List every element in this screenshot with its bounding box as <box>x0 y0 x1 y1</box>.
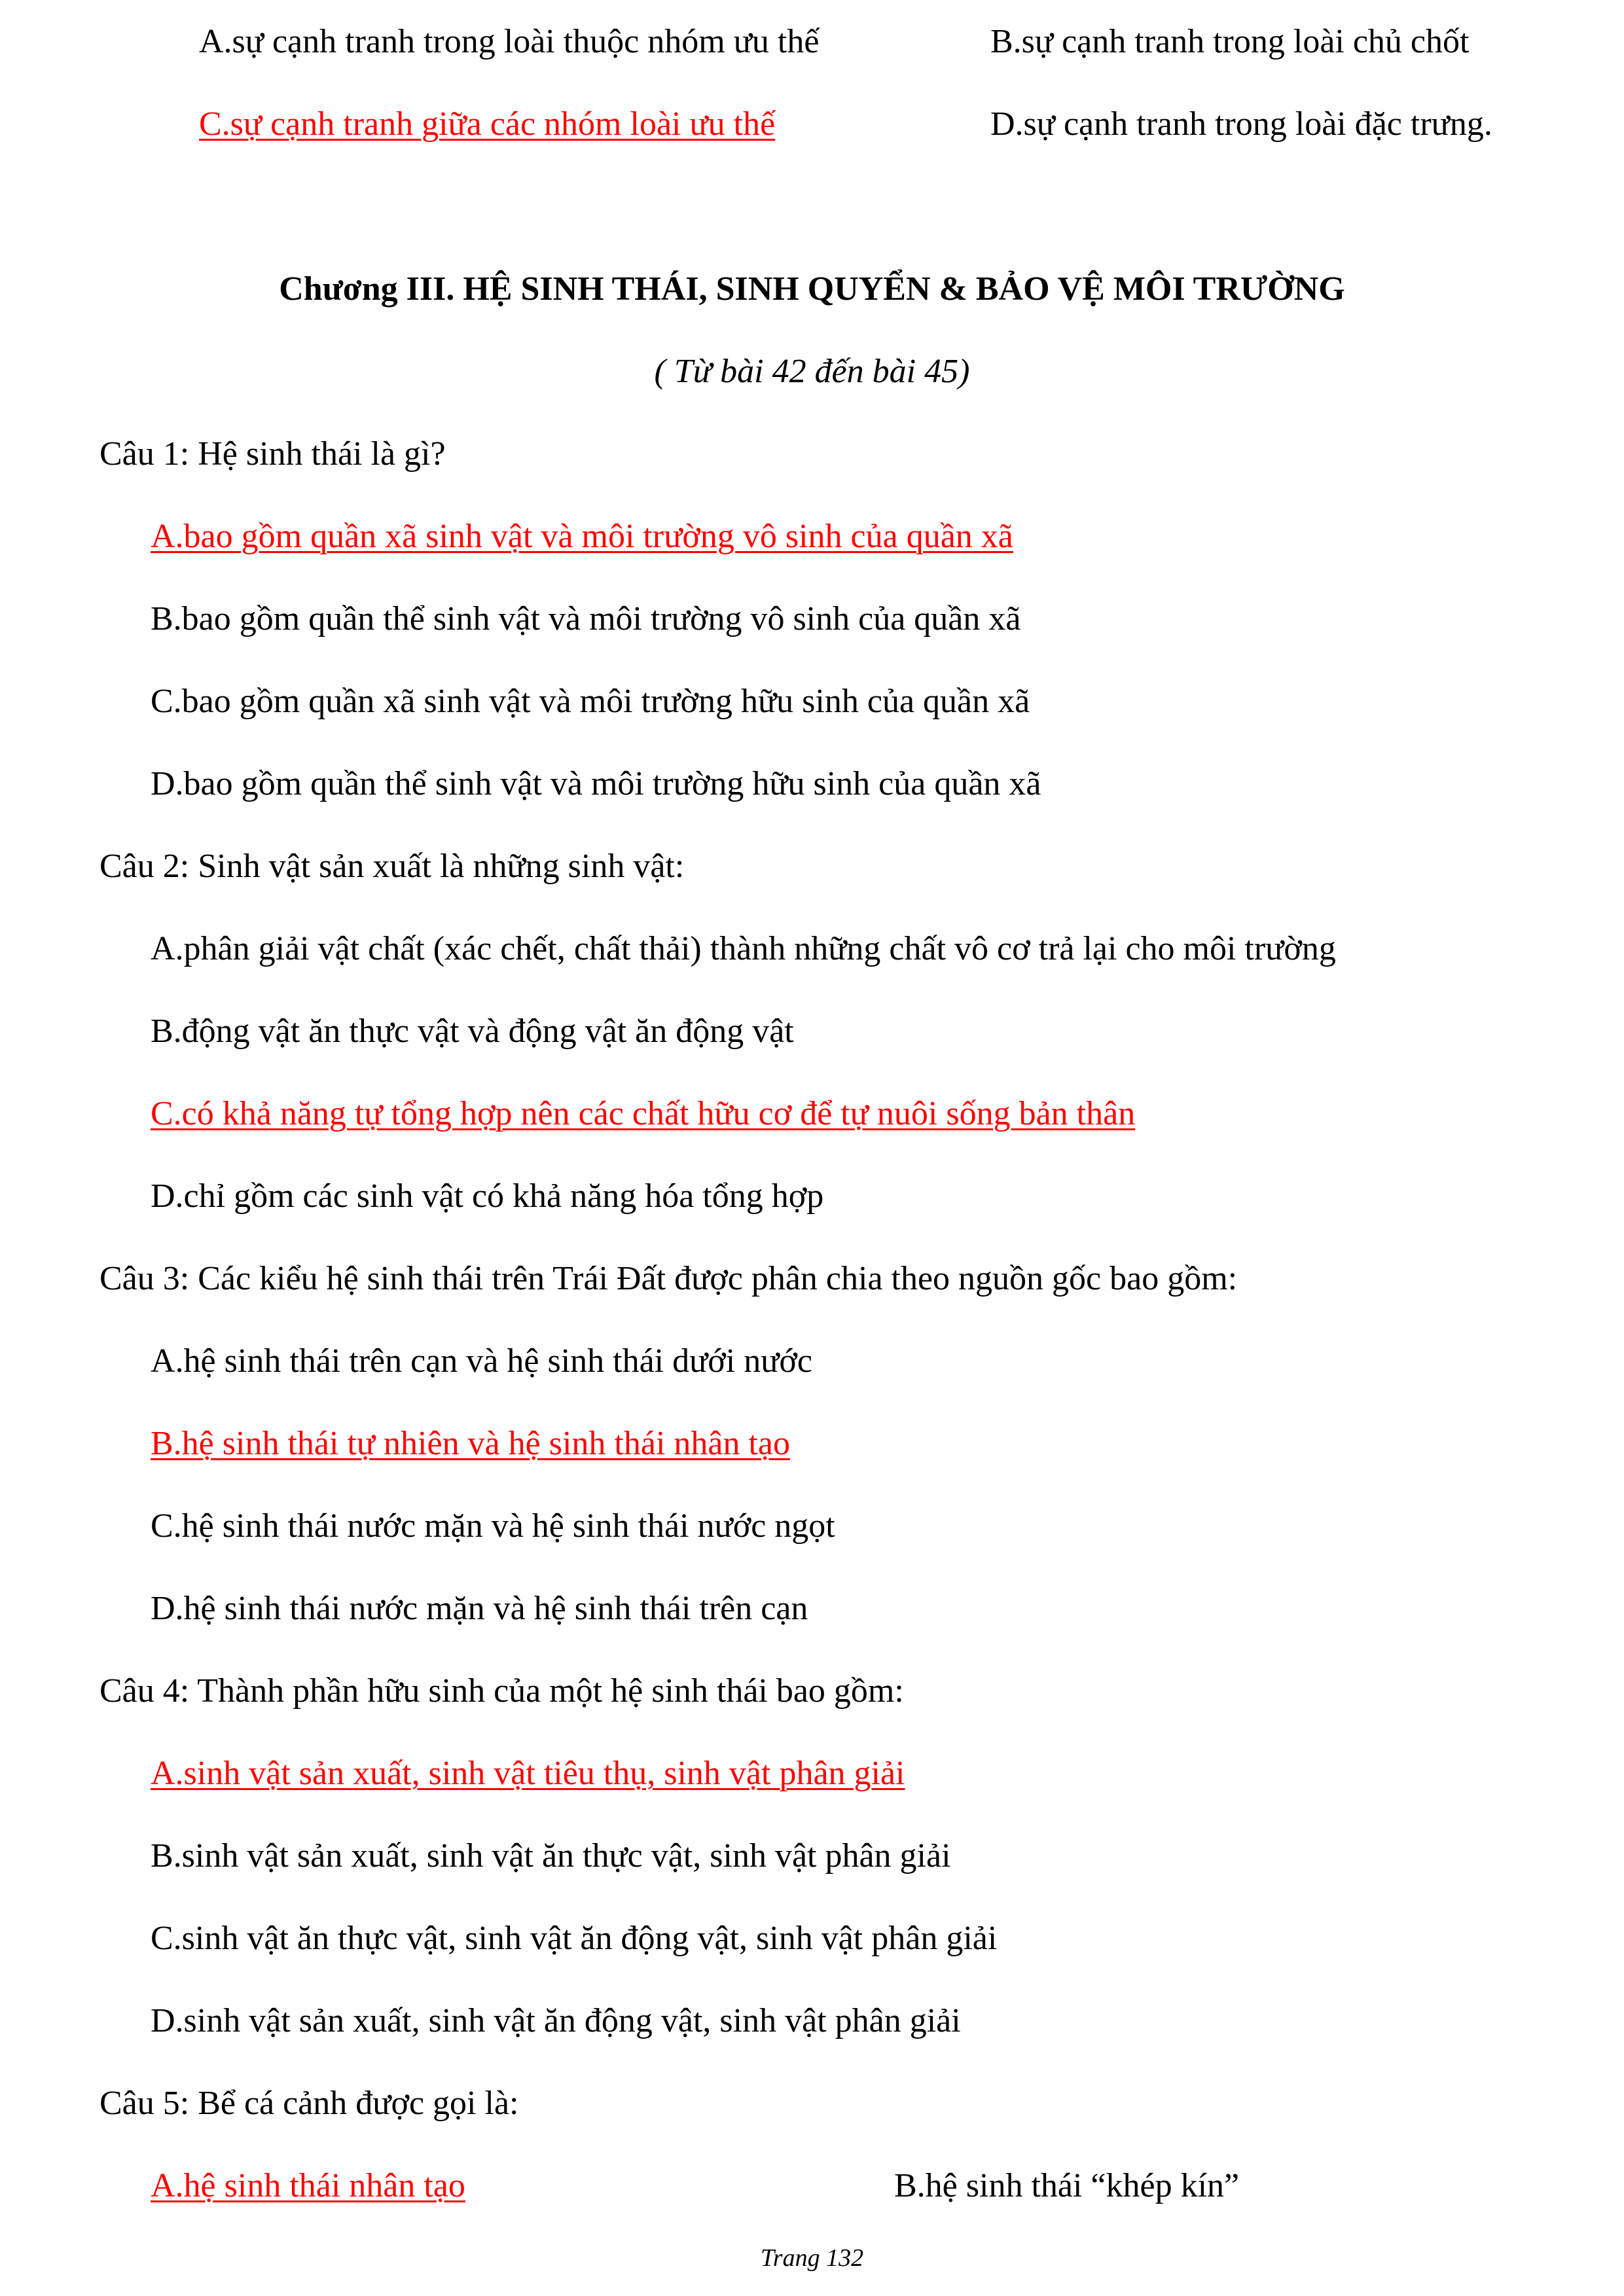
q1-option-a-correct: A.bao gồm quần xã sinh vật và môi trường vô sinh của quần xã <box>151 518 1013 555</box>
chapter-title: Chương III. HỆ SINH THÁI, SINH QUYỂN & BẢO VỆ MÔI TRƯỜNG <box>279 270 1345 308</box>
q3-option-d: D.hệ sinh thái nước mặn và hệ sinh thái trên cạn <box>151 1590 808 1627</box>
q4-option-b: B.sinh vật sản xuất, sinh vật ăn thực vật, sinh vật phân giải <box>151 1837 951 1874</box>
q5-option-b: B.hệ sinh thái “khép kín” <box>894 2167 1240 2204</box>
q2-option-a: A.phân giải vật chất (xác chết, chất thải) thành những chất vô cơ trả lại cho môi trường <box>151 930 1336 967</box>
question-5: Câu 5: Bể cá cảnh được gọi là: <box>99 2085 519 2122</box>
q1-option-d: D.bao gồm quần thể sinh vật và môi trường hữu sinh của quần xã <box>151 765 1041 802</box>
page-number: Trang 132 <box>760 2244 864 2272</box>
question-2: Câu 2: Sinh vật sản xuất là những sinh vật: <box>99 848 685 885</box>
q3-option-a: A.hệ sinh thái trên cạn và hệ sinh thái dưới nước <box>151 1342 813 1380</box>
prev-option-d: D.sự cạnh tranh trong loài đặc trưng. <box>990 105 1492 143</box>
q2-option-b: B.động vật ăn thực vật và động vật ăn động vật <box>151 1013 794 1050</box>
q1-option-b: B.bao gồm quần thể sinh vật và môi trường vô sinh của quần xã <box>151 600 1021 637</box>
chapter-subtitle: ( Từ bài 42 đến bài 45) <box>654 353 970 390</box>
prev-option-b: B.sự cạnh tranh trong loài chủ chốt <box>990 23 1470 60</box>
q4-option-c: C.sinh vật ăn thực vật, sinh vật ăn động vật, sinh vật phân giải <box>151 1920 998 1957</box>
question-1: Câu 1: Hệ sinh thái là gì? <box>99 435 446 473</box>
q2-option-c-correct: C.có khả năng tự tổng hợp nên các chất hữu cơ để tự nuôi sống bản thân <box>151 1095 1136 1132</box>
q5-option-a-correct: A.hệ sinh thái nhân tạo <box>151 2167 465 2204</box>
q2-option-d: D.chỉ gồm các sinh vật có khả năng hóa tổng hợp <box>151 1177 824 1215</box>
prev-option-c-correct: C.sự cạnh tranh giữa các nhóm loài ưu thế <box>199 105 776 143</box>
q4-option-a-correct: A.sinh vật sản xuất, sinh vật tiêu thụ, sinh vật phân giải <box>151 1755 905 1792</box>
q4-option-d: D.sinh vật sản xuất, sinh vật ăn động vật, sinh vật phân giải <box>151 2002 961 2039</box>
prev-option-a: A.sự cạnh tranh trong loài thuộc nhóm ưu thế <box>199 23 820 60</box>
q3-option-b-correct: B.hệ sinh thái tự nhiên và hệ sinh thái nhân tạo <box>151 1425 791 1462</box>
q3-option-c: C.hệ sinh thái nước mặn và hệ sinh thái nước ngọt <box>151 1507 835 1545</box>
q1-option-c: C.bao gồm quần xã sinh vật và môi trường hữu sinh của quần xã <box>151 683 1030 720</box>
question-3: Câu 3: Các kiểu hệ sinh thái trên Trái Đất được phân chia theo nguồn gốc bao gồm: <box>99 1260 1238 1297</box>
question-4: Câu 4: Thành phần hữu sinh của một hệ sinh thái bao gồm: <box>99 1672 904 1710</box>
